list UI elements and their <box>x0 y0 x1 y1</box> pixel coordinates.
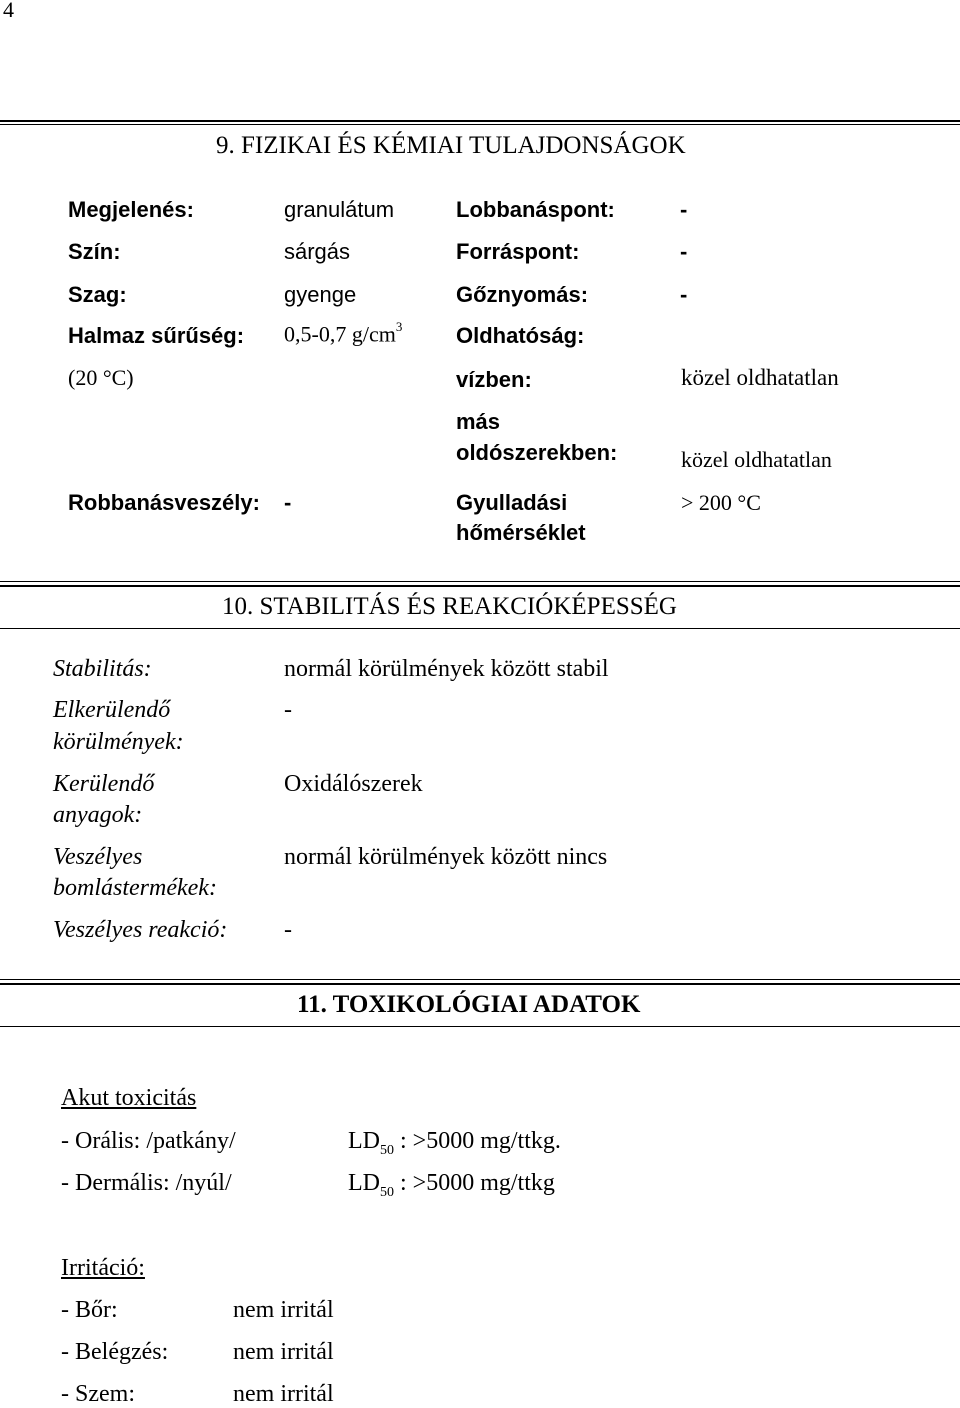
oldhatosag-label: Oldhatóság: <box>456 323 585 348</box>
section-10-rule-top-thick <box>0 585 960 587</box>
section-10-rule-bottom <box>0 628 960 629</box>
bor-label: - Bőr: <box>61 1297 118 1323</box>
robbanas-value: - <box>284 490 292 515</box>
section-10-rule-top <box>0 581 960 582</box>
oralis-ld <box>348 1128 394 1159</box>
goznyomas-value: - <box>680 282 688 307</box>
szem-value: nem irritál <box>233 1381 334 1407</box>
oralis-label: - Orális: /patkány/ <box>61 1128 236 1154</box>
halmaz-value-sup: 3 <box>395 319 403 334</box>
irritacio-heading: Irritáció: <box>61 1255 145 1281</box>
kerulendo-label-2: anyagok: <box>53 802 143 828</box>
dermalis-ld <box>348 1170 394 1201</box>
halmaz-value <box>284 321 402 347</box>
halmaz-label: Halmaz sűrűség: <box>68 323 245 348</box>
section-10-title: 10. STABILITÁS ÉS REAKCIÓKÉPESSÉG <box>222 593 677 620</box>
megjelenes-label: Megjelenés: <box>68 197 194 222</box>
elkerulendo-label-1: Elkerülendő <box>53 697 171 723</box>
veszelyes-bomlas-label-2: bomlástermékek: <box>53 875 217 901</box>
gyulladasi-label-1: Gyulladási <box>456 490 568 515</box>
dermalis-label: - Dermális: /nyúl/ <box>61 1170 232 1196</box>
section-9-title: 9. FIZIKAI ÉS KÉMIAI TULAJDONSÁGOK <box>216 132 686 159</box>
oralis-value: : >5000 mg/ttkg. <box>400 1128 561 1154</box>
elkerulendo-value: - <box>284 697 292 723</box>
halmaz-value-text: 0,5-0,7 g/cm <box>284 321 396 347</box>
gyulladasi-label-2: hőmérséklet <box>456 520 586 545</box>
forraspont-label: Forráspont: <box>456 239 580 264</box>
section-11-title: 11. TOXIKOLÓGIAI ADATOK <box>297 991 641 1018</box>
veszelyes-bomlas-value: normál körülmények között nincs <box>284 844 608 870</box>
veszelyes-bomlas-label-1: Veszélyes <box>53 844 143 870</box>
szin-value: sárgás <box>284 239 351 264</box>
lobbanaspont-value: - <box>680 197 688 222</box>
oralis-ld-sub: 50 <box>380 1142 394 1158</box>
veszelyes-reakcio-value: - <box>284 917 292 943</box>
section-11-rule-top-thick <box>0 983 960 985</box>
szag-label: Szag: <box>68 282 127 307</box>
belegzes-label: - Belégzés: <box>61 1339 169 1365</box>
vizben-value: közel oldhatatlan <box>681 365 839 390</box>
szem-label: - Szem: <box>61 1381 135 1407</box>
robbanas-label: Robbanásveszély: <box>68 490 260 515</box>
forraspont-value: - <box>680 239 688 264</box>
lobbanaspont-label: Lobbanáspont: <box>456 197 615 222</box>
section-11-rule-bottom <box>0 1026 960 1027</box>
szag-value: gyenge <box>284 282 357 307</box>
mas-label-2: oldószerekben: <box>456 440 618 465</box>
veszelyes-reakcio-label: Veszélyes reakció: <box>53 917 228 943</box>
gyulladasi-value: > 200 °C <box>681 490 761 515</box>
page-number: 4 <box>3 0 14 22</box>
section-9-rule-top-thin <box>0 124 960 125</box>
bor-value: nem irritál <box>233 1297 334 1323</box>
goznyomas-label: Gőznyomás: <box>456 282 589 307</box>
megjelenes-value: granulátum <box>284 197 395 222</box>
section-11-rule-top <box>0 979 960 980</box>
kerulendo-label-1: Kerülendő <box>53 771 155 797</box>
belegzes-value: nem irritál <box>233 1339 334 1365</box>
section-9-rule-top <box>0 120 960 122</box>
dermalis-value: : >5000 mg/ttkg <box>400 1170 555 1196</box>
stabilitas-value: normál körülmények között stabil <box>284 656 609 682</box>
stabilitas-label: Stabilitás: <box>53 656 152 682</box>
elkerulendo-label-2: körülmények: <box>53 729 184 755</box>
dermalis-ld-sub: 50 <box>380 1184 394 1200</box>
vizben-label: vízben: <box>456 367 532 392</box>
szin-label: Szín: <box>68 239 121 264</box>
akut-toxicitas-heading: Akut toxicitás <box>61 1085 197 1111</box>
mas-label-1: más <box>456 409 501 434</box>
dermalis-ld-text: LD <box>348 1170 380 1196</box>
kerulendo-value: Oxidálószerek <box>284 771 423 797</box>
mas-value: közel oldhatatlan <box>681 447 832 472</box>
oralis-ld-text: LD <box>348 1128 380 1154</box>
halmaz-temp: (20 °C) <box>68 365 134 390</box>
